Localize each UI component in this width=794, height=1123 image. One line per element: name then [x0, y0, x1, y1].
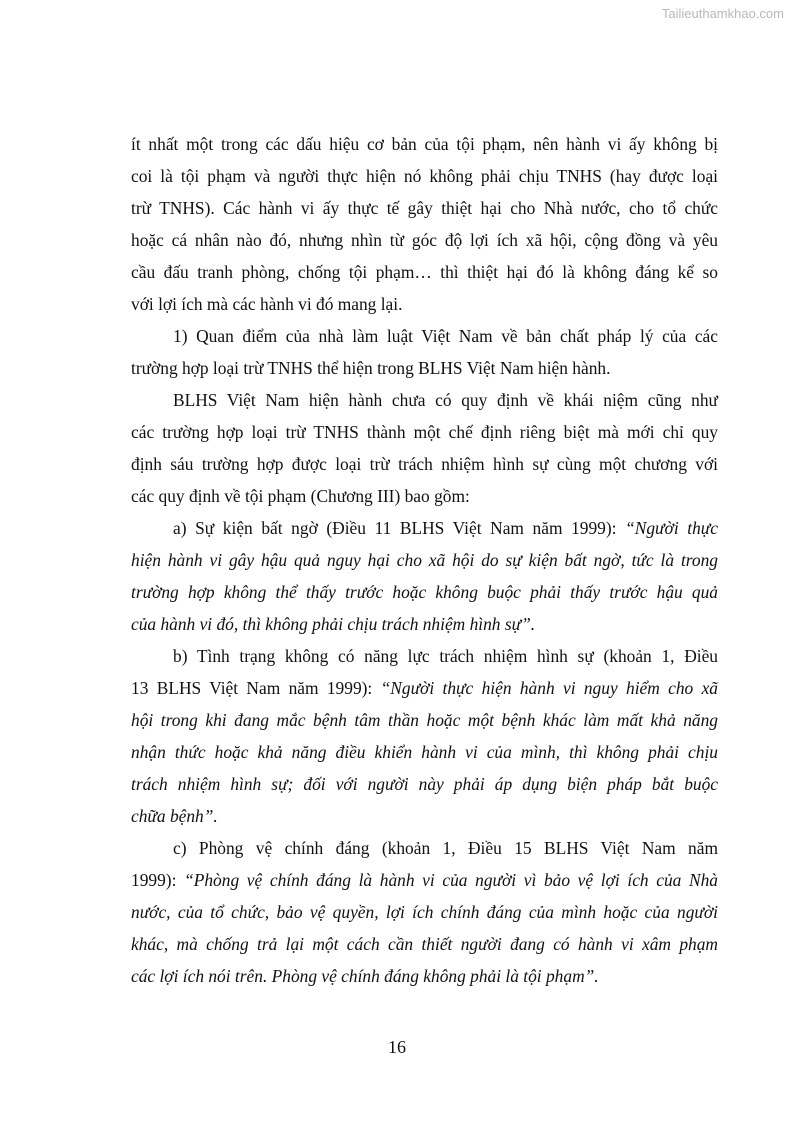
text-line: chữa bệnh”.: [131, 806, 218, 826]
list-item-c: [131, 832, 718, 992]
text-line: hoặc cá nhân nào đó, nhưng nhìn từ góc độ lợi ích xã hội, cộng đồng và yêu: [131, 230, 718, 250]
text-line: b) Tình trạng không có năng lực trách nhiệm hình sự (khoản 1, Điều: [173, 646, 718, 666]
text-line: cầu đấu tranh phòng, chống tội phạm… thì thiệt hại đó là không đáng kể so: [131, 262, 718, 282]
text-line: nước, của tổ chức, bảo vệ quyền, lợi ích chính đáng của mình hoặc của người: [131, 902, 718, 922]
text-line: các quy định về tội phạm (Chương III) bao gồm:: [131, 486, 470, 506]
text-line: các trường hợp loại trừ TNHS thành một chế định riêng biệt mà mới chỉ quy: [131, 422, 718, 442]
text-line: coi là tội phạm và người thực hiện nó không phải chịu TNHS (hay được loại: [131, 166, 718, 186]
paragraph: [131, 384, 718, 512]
text-line: khác, mà chống trả lại một cách cần thiết người đang có hành vi xâm phạm: [131, 934, 718, 954]
text-line: a) Sự kiện bất ngờ (Điều 11 BLHS Việt Nam năm 1999): “Người thực: [173, 518, 718, 538]
text-line: trách nhiệm hình sự; đối với người này phải áp dụng biện pháp bắt buộc: [131, 774, 718, 794]
list-item-a: [131, 512, 718, 640]
text-line: định sáu trường hợp được loại trừ trách nhiệm hình sự cùng một chương với: [131, 454, 718, 474]
watermark: Tailieuthamkhao.com: [661, 6, 784, 21]
text-line: hội trong khi đang mắc bệnh tâm thần hoặc một bệnh khác làm mất khả năng: [131, 710, 718, 730]
text-line: c) Phòng vệ chính đáng (khoản 1, Điều 15 BLHS Việt Nam năm: [173, 838, 718, 858]
page-number: 16: [388, 1037, 406, 1057]
text-line: trường hợp loại trừ TNHS thể hiện trong BLHS Việt Nam hiện hành.: [131, 358, 611, 378]
text-line: hiện hành vi gây hậu quả nguy hại cho xã hội do sự kiện bất ngờ, tức là trong: [131, 550, 718, 570]
text-line: BLHS Việt Nam hiện hành chưa có quy định về khái niệm cũng như: [173, 390, 718, 410]
text-line: của hành vi đó, thì không phải chịu trách nhiệm hình sự”.: [131, 614, 536, 634]
text-line: trường hợp không thể thấy trước hoặc không buộc phải thấy trước hậu quả: [131, 582, 718, 602]
text-line: 1999): “Phòng vệ chính đáng là hành vi của người vì bảo vệ lợi ích của Nhà: [131, 870, 718, 890]
document-body: [131, 128, 718, 992]
text-line: với lợi ích mà các hành vi đó mang lại.: [131, 294, 403, 314]
list-item-b: [131, 640, 718, 832]
text-line: các lợi ích nói trên. Phòng vệ chính đáng không phải là tội phạm”.: [131, 966, 599, 986]
text-line: trừ TNHS). Các hành vi ấy thực tế gây thiệt hại cho Nhà nước, cho tổ chức: [131, 198, 718, 218]
paragraph-heading: [131, 320, 718, 384]
text-line: nhận thức hoặc khả năng điều khiển hành vi của mình, thì không phải chịu: [131, 742, 718, 762]
text-line: ít nhất một trong các dấu hiệu cơ bản của tội phạm, nên hành vi ấy không bị: [131, 134, 718, 154]
text-line: 1) Quan điểm của nhà làm luật Việt Nam về bản chất pháp lý của các: [173, 326, 718, 346]
text-line: 13 BLHS Việt Nam năm 1999): “Người thực hiện hành vi nguy hiểm cho xã: [131, 678, 719, 698]
paragraph: [131, 128, 718, 320]
